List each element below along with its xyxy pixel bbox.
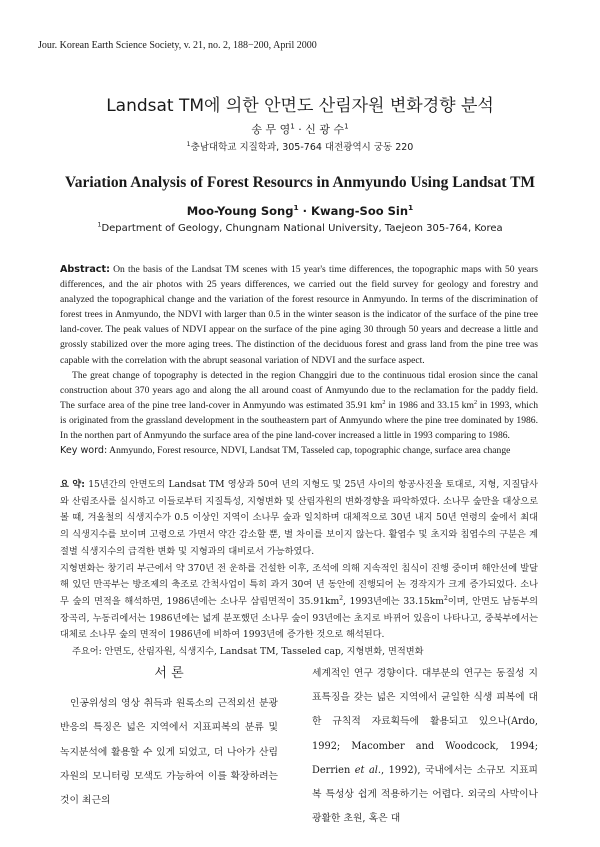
abstract-english	[60, 262, 538, 458]
body-column-left	[60, 662, 278, 813]
authors-korean: 송 무 영$^1$ · 신 광 수$^1$	[251, 121, 349, 136]
ko-abstract-label: 요 약:	[60, 479, 85, 490]
intro-paragraph-left: 인공위성의 영상 취득과 원록소의 근적외선 분광반응의 특징은 넓은 지역에서 지표피복의 분류 및 녹지분석에 활용할 수 있게 되었고, 더 나아가 산림자원의 모니터링 모색도 가능하여 이를 확장하려는 것이 최근의	[60, 698, 278, 807]
title-english: Variation Analysis of Forest Resourcs in Anmyundo Using Landsat TM	[64, 174, 536, 191]
affiliation-english: $^1$Department of Geology, Chungnam National University, Taejeon 305-764, Korea	[97, 220, 503, 234]
abstract-paragraph-2: The great change of topography is detected in the region Changgiri due to the continuous tidal erosion since the canal construction about 370 years ago and along the all around coast of Anmyundo due to the reclamation for the paddy field. The surface area of the pine tree land-cover in Anmyundo was estimated 35.91 $km^2$ in 1986 and 33.15 $km^2$ in 1993, which is originated from the grassland development in the southeastern part of Anmyundo where the pine tree dominated by 1986. In the northen part of Anmyundo the surface area of the pine land-cover increased a little in 1993 comparing to 1986.	[60, 369, 539, 442]
journal-citation: Jour. Korean Earth Science Society, v. 21, no. 2, 188−200, April 2000	[38, 40, 317, 51]
ko-abstract-paragraph-2: 지형변화는 창기리 부근에서 약 370년 전 운하를 건설한 이후, 조석에 의해 지속적인 침식이 진행 중이며 해안선에 발달해 있던 만곡부는 방조제의 축조로 간척사업이 특히 과거 30여 년 동안에 진행되어 논 경작지가 크게 증가되었다. 소나무 숲의 면적을 해석하면, 1986년에는 소나무 삼림면적이 $35.91km^2$, 1993년에는 $33.15km^2$이며, 안면도 남동부의 장곡리, 누동리에서는 1986년에는 넓게 분포했던 소나무 숲이 93년에는 초지로 바뀌어 있음이 나타나고, 중북부에서는 대체로 소나무 숲의 면적이 1986년에 비하여 1993년에 증가한 것으로 해석된다.	[60, 562, 539, 641]
body-column-right	[312, 662, 538, 831]
abstract-paragraph-1: Abstract: On the basis of the Landsat TM scenes with 15 year's time differences, the topographic maps with 50 years differences, and the air photos with 25 years differences, we carried out the field survey for geology and forestry and analyzed the topographical change and the variation of the forest resource in Anmyundo. In terms of the discrimination of forest trees in Anmyundo, the NDVI with larger than 0.5 in the winter season is the indicator of the surface of the pine tree land-cover. The peak values of NDVI appear on the surface of the pine aging 30 through 50 years and decrease a little and grossly stabilized over the more aging trees. The distinction of the deciduous forest and grass land from the pine tree was capable with the correlation with the abrupt seasonal variation of NDVI and the surface aspect.	[60, 264, 538, 366]
abstract-korean	[60, 477, 538, 661]
title-korean: Landsat TM에 의한 안면도 산림자원 변화경향 분석	[106, 96, 494, 116]
keywords-korean: 주요어: 안면도, 산림자원, 식생지수, Landsat TM, Tasseled cap, 지형변화, 면적변화	[72, 646, 424, 658]
intro-paragraph-right: 세계적인 연구 경향이다. 대부분의 연구는 동질성 지표특징을 갖는 넓은 지역에서 균일한 식생 피복에 대한 규칙적 자료획득에 활용되고 있으나(Ardo, 1992; Macomber and Woodcock, 1994; Derrien et al., 1992), 국내에서는 소규모 지표피복 특성상 쉽게 적용하기는 어렵다. 외국의 사막이나 광활한 초원, 혹은 대	[312, 668, 538, 825]
ko-abstract-paragraph-1: 요 약: 15년간의 안면도의 Landsat TM 영상과 50여 년의 지형도 및 25년 사이의 항공사진을 토대로, 지형, 지질답사와 산림조사를 실시하고 이들로부터 지질특성, 지형변화 및 산림자원의 변화경향을 파악하였다. 소나무 숲만을 대상으로 볼 때, 겨울철의 식생지수가 0.5 이상인 지역이 소나무 숲과 일치하며 대체적으로 30년 내지 50년 연령의 숲에서 최대의 식생지수를 보이며 고령으로 가면서 약간 감소할 뿐, 별 차이를 보이지 않는다. 활엽수 및 초지와 침엽수의 구분은 계절별 식생지수의 급격한 변화 및 지형과의 대비로서 가능하였다.	[60, 479, 538, 557]
authors-english: Moo-Young Song$^1$ · Kwang-Soo Sin$^1$	[186, 203, 414, 218]
keywords-english: Key word: Anmyundo, Forest resource, NDVI, Landsat TM, Tasseled cap, topographic change, surface area change	[60, 445, 511, 457]
affiliation-korean: $^1$충남대학교 지질학과, 305-764 대전광역시 궁동 220	[186, 140, 414, 153]
abstract-label: Abstract:	[60, 264, 110, 275]
section-heading-introduction: 서 론	[154, 666, 184, 681]
